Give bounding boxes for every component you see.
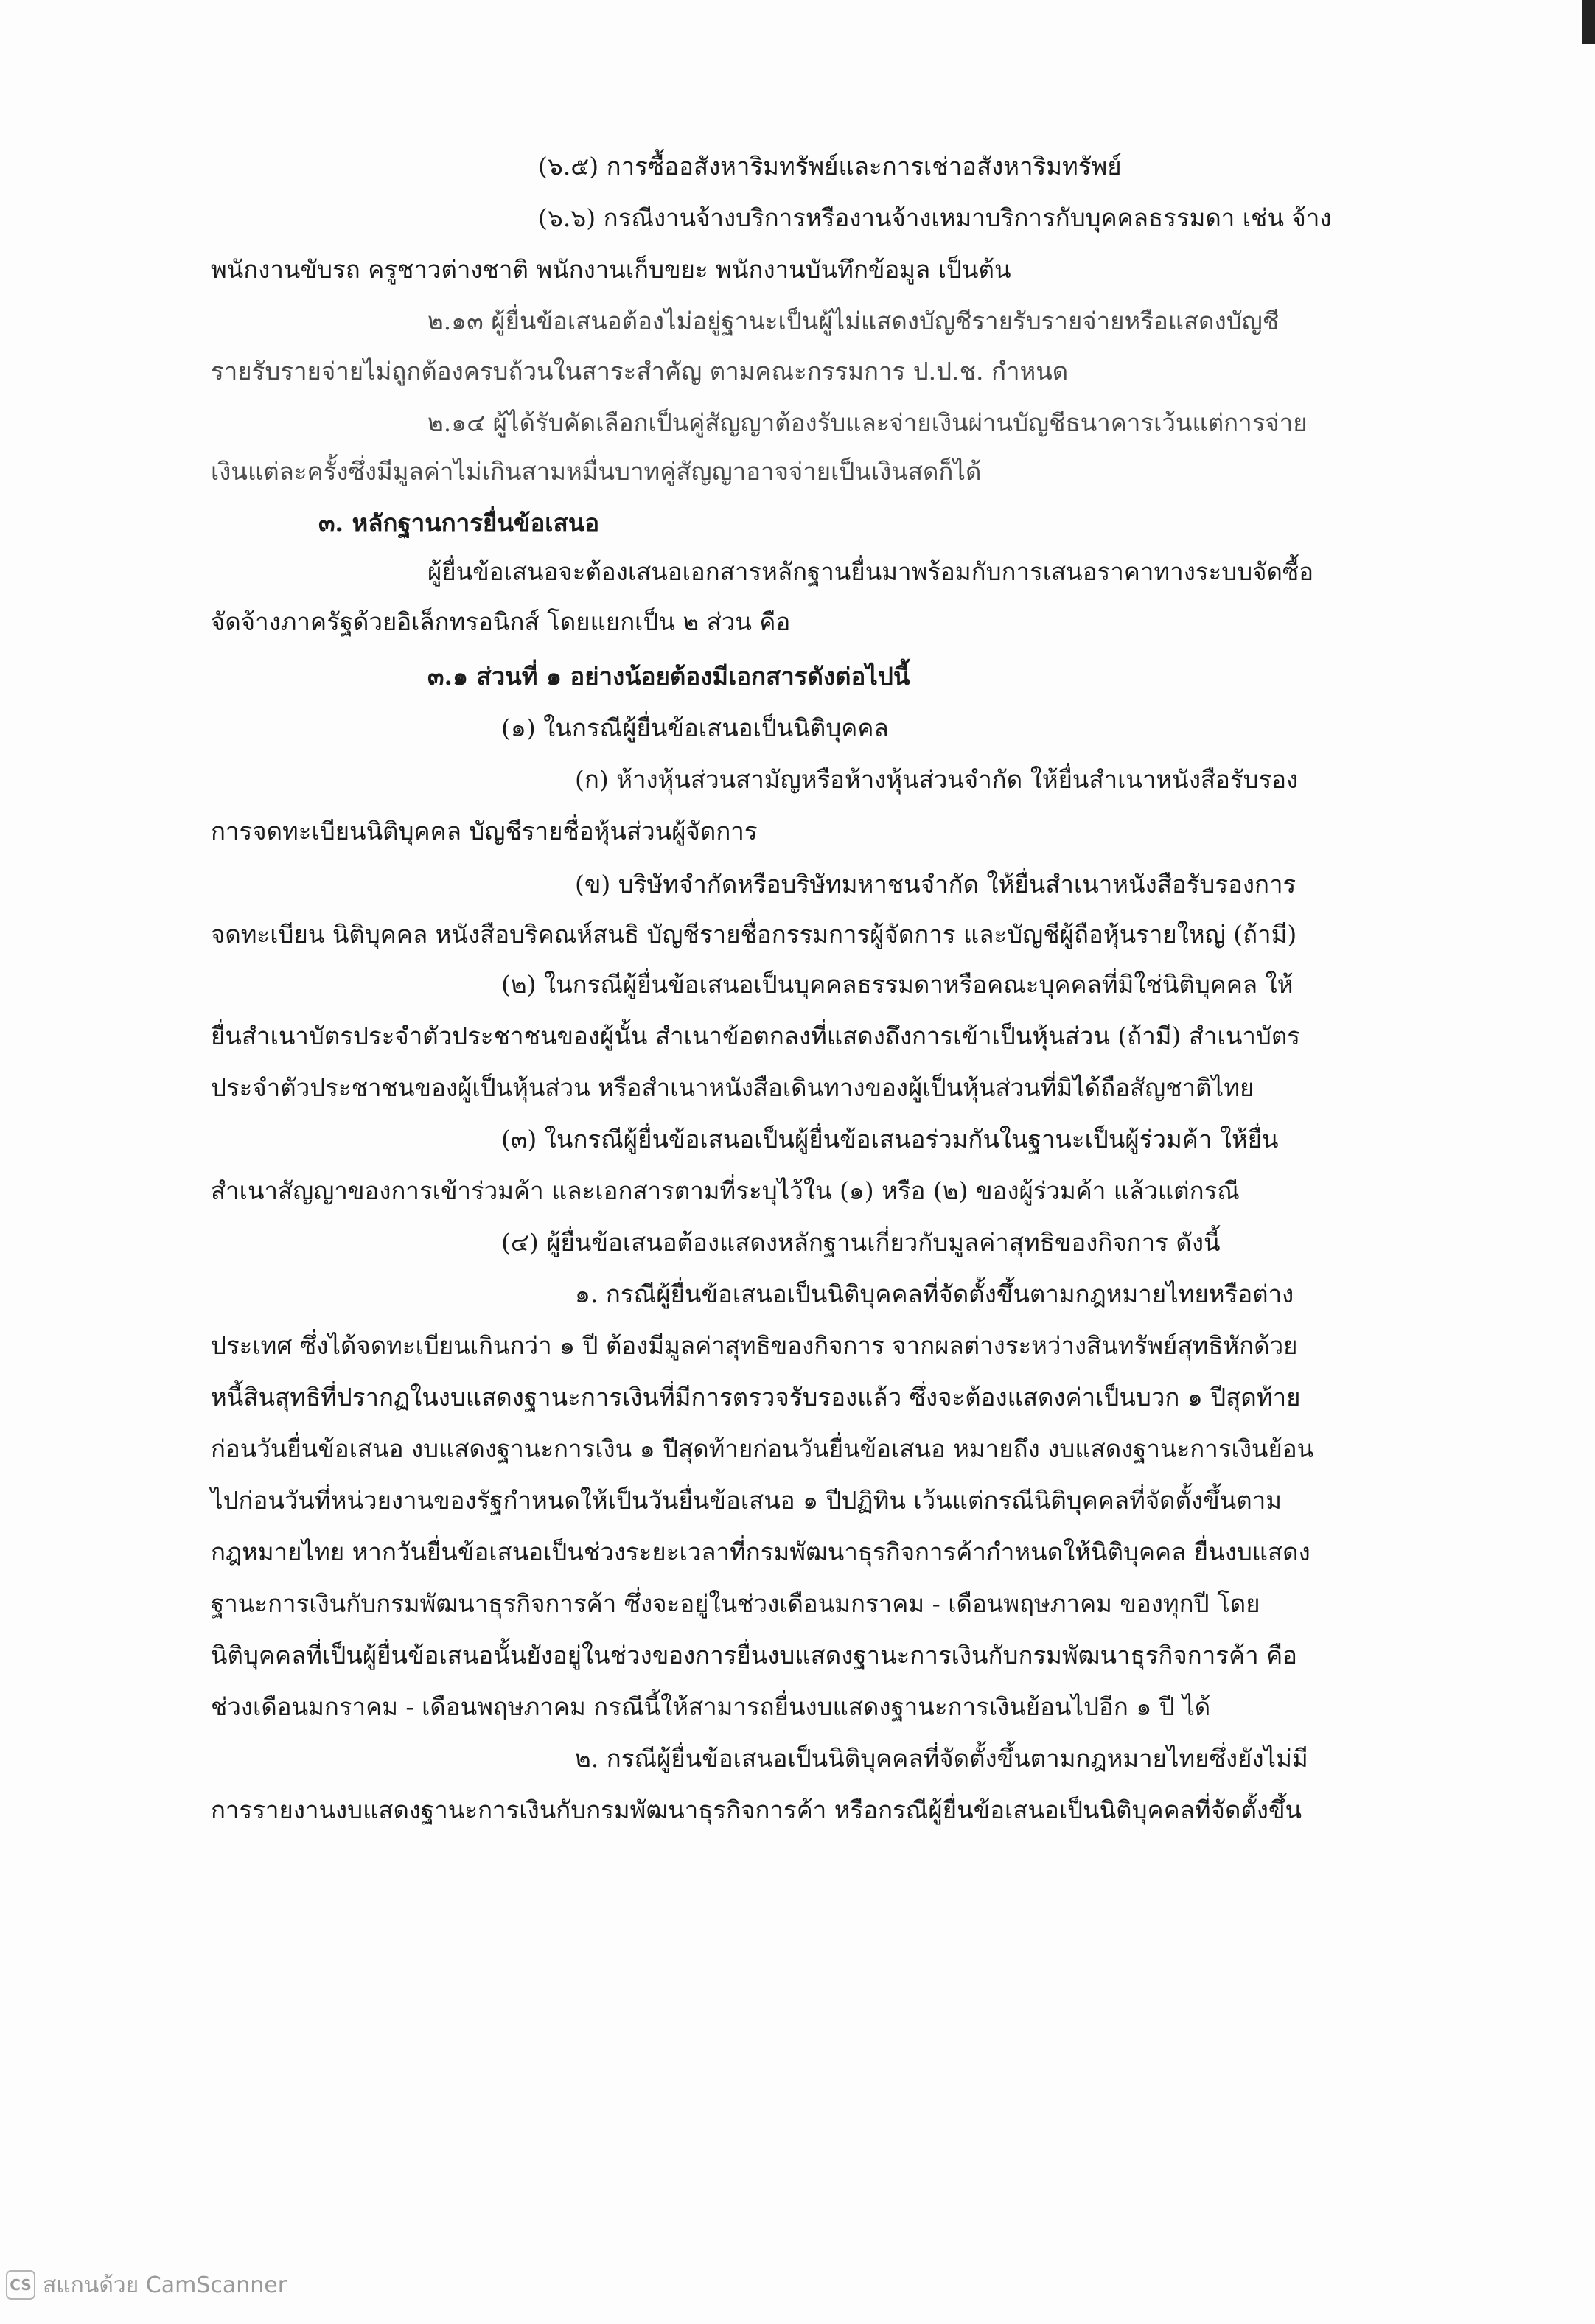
text-line: การรายงานงบแสดงฐานะการเงินกับกรมพัฒนาธุรกิจการค้า หรือกรณีผู้ยื่นข้อเสนอเป็นนิติบุคคลที่จัดตั้งขึ้น (211, 1796, 1302, 1824)
text-line: เงินแต่ละครั้งซึ่งมีมูลค่าไม่เกินสามหมื่นบาทคู่สัญญาอาจจ่ายเป็นเงินสดก็ได้ (211, 457, 982, 486)
scan-edge-mark (1582, 0, 1595, 44)
text-line: จดทะเบียน นิติบุคคล หนังสือบริคณห์สนธิ บัญชีรายชื่อกรรมการผู้จัดการ และบัญชีผู้ถือหุ้นรายใหญ่ (ถ้ามี) (211, 920, 1297, 949)
text-line: ก่อนวันยื่นข้อเสนอ งบแสดงฐานะการเงิน ๑ ปีสุดท้ายก่อนวันยื่นข้อเสนอ หมายถึง งบแสดงฐานะการเงินย้อน (211, 1434, 1314, 1463)
text-line: ฐานะการเงินกับกรมพัฒนาธุรกิจการค้า ซึ่งจะอยู่ในช่วงเดือนมกราคม - เดือนพฤษภาคม ของทุกปี โดย (211, 1589, 1260, 1618)
text-line: กฎหมายไทย หากวันยื่นข้อเสนอเป็นช่วงระยะเวลาที่กรมพัฒนาธุรกิจการค้ากำหนดให้นิติบุคคล ยื่นงบแสดง (211, 1538, 1310, 1566)
text-line: ๑. กรณีผู้ยื่นข้อเสนอเป็นนิติบุคคลที่จัดตั้งขึ้นตามกฎหมายไทยหรือต่าง (575, 1280, 1294, 1308)
subsection-heading: ๓.๑ ส่วนที่ ๑ อย่างน้อยต้องมีเอกสารดังต่อไปนี้ (427, 662, 910, 691)
text-line: ไปก่อนวันที่หน่วยงานของรัฐกำหนดให้เป็นวันยื่นข้อเสนอ ๑ ปีปฏิทิน เว้นแต่กรณีนิติบุคคลที่จัดตั้งขึ้นตาม (211, 1486, 1282, 1515)
text-line: (ข) บริษัทจำกัดหรือบริษัทมหาชนจำกัด ให้ยื่นสำเนาหนังสือรับรองการ (575, 870, 1296, 898)
text-line: ช่วงเดือนมกราคม - เดือนพฤษภาคม กรณีนี้ให้สามารถยื่นงบแสดงฐานะการเงินย้อนไปอีก ๑ ปี ได้ (211, 1692, 1211, 1721)
text-line: (๖.๕) การซื้ออสังหาริมทรัพย์และการเช่าอสังหาริมทรัพย์ (538, 152, 1122, 181)
text-line: สำเนาสัญญาของการเข้าร่วมค้า และเอกสารตามที่ระบุไว้ใน (๑) หรือ (๒) ของผู้ร่วมค้า แล้วแต่กรณี (211, 1176, 1240, 1205)
text-line: พนักงานขับรถ ครูชาวต่างชาติ พนักงานเก็บขยะ พนักงานบันทึกข้อมูล เป็นต้น (211, 255, 1011, 284)
text-line: ผู้ยื่นข้อเสนอจะต้องเสนอเอกสารหลักฐานยื่นมาพร้อมกับการเสนอราคาทางระบบจัดซื้อ (427, 557, 1314, 586)
text-line: (๔) ผู้ยื่นข้อเสนอต้องแสดงหลักฐานเกี่ยวกับมูลค่าสุทธิของกิจการ ดังนี้ (501, 1228, 1221, 1257)
text-line: (๓) ในกรณีผู้ยื่นข้อเสนอเป็นผู้ยื่นข้อเสนอร่วมกันในฐานะเป็นผู้ร่วมค้า ให้ยื่น (501, 1125, 1279, 1154)
text-line: รายรับรายจ่ายไม่ถูกต้องครบถ้วนในสาระสำคัญ ตามคณะกรรมการ ป.ป.ช. กำหนด (211, 357, 1069, 385)
text-line: (๖.๖) กรณีงานจ้างบริการหรืองานจ้างเหมาบริการกับบุคคลธรรมดา เช่น จ้าง (538, 203, 1332, 232)
text-line: ยื่นสำเนาบัตรประจำตัวประชาชนของผู้นั้น สำเนาข้อตกลงที่แสดงถึงการเข้าเป็นหุ้นส่วน (ถ้ามี) สำเนาบัตร (211, 1022, 1301, 1050)
text-line: ประจำตัวประชาชนของผู้เป็นหุ้นส่วน หรือสำเนาหนังสือเดินทางของผู้เป็นหุ้นส่วนที่มิได้ถือสัญชาติไทย (211, 1073, 1254, 1102)
watermark-caption: สแกนด้วย CamScanner (43, 2272, 287, 2298)
text-line: ประเทศ ซึ่งได้จดทะเบียนเกินกว่า ๑ ปี ต้องมีมูลค่าสุทธิของกิจการ จากผลต่างระหว่างสินทรัพย์สุทธิหักด้วย (211, 1331, 1298, 1360)
text-line: หนี้สินสุทธิที่ปรากฏในงบแสดงฐานะการเงินที่มีการตรวจรับรองแล้ว ซึ่งจะต้องแสดงค่าเป็นบวก ๑ ปีสุดท้าย (211, 1383, 1301, 1412)
text-line: (๒) ในกรณีผู้ยื่นข้อเสนอเป็นบุคคลธรรมดาหรือคณะบุคคลที่มิใช่นิติบุคคล ให้ (501, 970, 1294, 999)
scanner-watermark (6, 2269, 287, 2301)
text-line: นิติบุคคลที่เป็นผู้ยื่นข้อเสนอนั้นยังอยู่ในช่วงของการยื่นงบแสดงฐานะการเงินกับกรมพัฒนาธุรกิจการค้า คือ (211, 1641, 1297, 1669)
text-line: การจดทะเบียนนิติบุคคล บัญชีรายชื่อหุ้นส่วนผู้จัดการ (211, 817, 758, 845)
camscanner-logo-icon: CS (6, 2270, 35, 2300)
section-heading: ๓. หลักฐานการยื่นข้อเสนอ (318, 509, 600, 537)
text-line: (๑) ในกรณีผู้ยื่นข้อเสนอเป็นนิติบุคคล (501, 713, 889, 742)
text-line: ๒. กรณีผู้ยื่นข้อเสนอเป็นนิติบุคคลที่จัดตั้งขึ้นตามกฎหมายไทยซึ่งยังไม่มี (575, 1744, 1308, 1773)
text-line: ๒.๑๔ ผู้ได้รับคัดเลือกเป็นคู่สัญญาต้องรับและจ่ายเงินผ่านบัญชีธนาคารเว้นแต่การจ่าย (427, 408, 1308, 437)
text-line: จัดจ้างภาครัฐด้วยอิเล็กทรอนิกส์ โดยแยกเป็น ๒ ส่วน คือ (211, 607, 791, 636)
text-line: (ก) ห้างหุ้นส่วนสามัญหรือห้างหุ้นส่วนจำกัด ให้ยื่นสำเนาหนังสือรับรอง (575, 765, 1299, 794)
text-line: ๒.๑๓ ผู้ยื่นข้อเสนอต้องไม่อยู่ฐานะเป็นผู้ไม่แสดงบัญชีรายรับรายจ่ายหรือแสดงบัญชี (427, 307, 1280, 335)
